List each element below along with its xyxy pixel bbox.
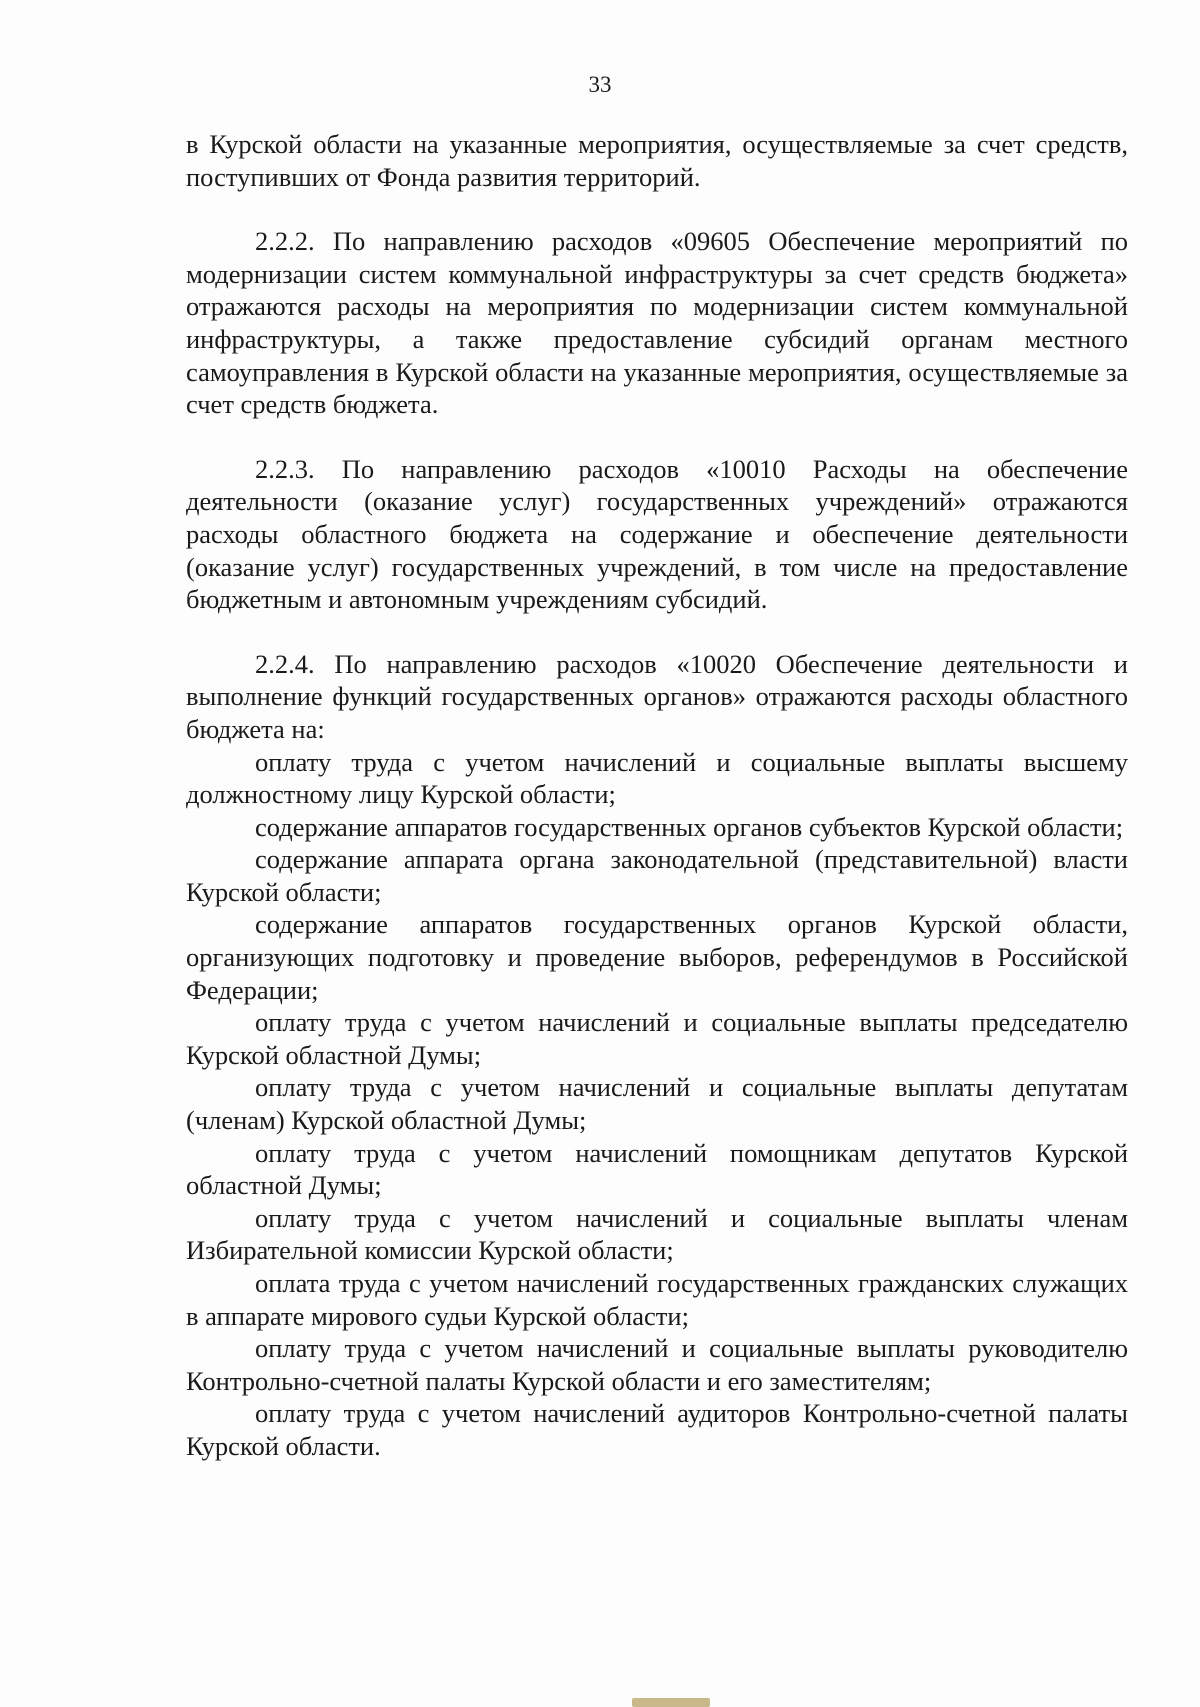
list-item: оплату труда с учетом начислений и социальные выплаты руководителю Контрольно-счетной палаты Курской области и его заместителям; [186, 1333, 1128, 1396]
list-item: содержание аппаратов государственных органов Курской области, организующих подготовку и проведение выборов, референдумов в Российской Федерации; [186, 909, 1128, 1005]
scan-edge-mark [632, 1698, 710, 1707]
list-item: оплату труда с учетом начислений и социальные выплаты депутатам (членам) Курской областной Думы; [186, 1072, 1128, 1136]
list-item: содержание аппаратов государственных органов субъектов Курской области; [255, 811, 1124, 842]
paragraph-2-2-3: 2.2.3. По направлению расходов «10010 Расходы на обеспечение деятельности (оказание услуг) государственных учреждений» отражаются расходы областного бюджета на содержание и обеспечение деятельности (оказание услуг) государственных учреждений, в том числе на предоставление бюджетным и автономным учреждениям субсидий. [186, 453, 1128, 615]
list-item: оплату труда с учетом начислений аудиторов Контрольно-счетной палаты Курской области. [186, 1398, 1128, 1461]
list-item: оплату труда с учетом начислений и социальные выплаты председателю Курской областной Думы; [186, 1007, 1128, 1070]
page-number: 33 [588, 72, 612, 97]
list-item: оплату труда с учетом начислений помощникам депутатов Курской областной Думы; [186, 1137, 1128, 1201]
list-item: содержание аппарата органа законодательной (представительной) власти Курской области; [186, 844, 1128, 907]
paragraph-2-2-4: 2.2.4. По направлению расходов «10020 Обеспечение деятельности и выполнение функций государственных органов» отражаются расходы областного бюджета на: [186, 648, 1128, 744]
document-body [186, 128, 1128, 1463]
list-item: оплату труда с учетом начислений и социальные выплаты высшему должностному лицу Курской области; [186, 746, 1128, 810]
paragraph-continuation: в Курской области на указанные мероприятия, осуществляемые за счет средств, поступивших от Фонда развития территорий. [186, 129, 1128, 192]
paragraph-2-2-2: 2.2.2. По направлению расходов «09605 Обеспечение мероприятий по модернизации систем коммунальной инфраструктуры за счет средств бюджета» отражаются расходы на мероприятия по модернизации систем коммунальной инфраструктуры, а также предоставление субсидий органам местного самоуправления в Курской области на указанные мероприятия, осуществляемые за счет средств бюджета. [186, 226, 1128, 420]
list-item: оплату труда с учетом начислений и социальные выплаты членам Избирательной комиссии Курской области; [186, 1202, 1128, 1266]
list-item: оплата труда с учетом начислений государственных гражданских служащих в аппарате мирового судьи Курской области; [186, 1268, 1128, 1331]
